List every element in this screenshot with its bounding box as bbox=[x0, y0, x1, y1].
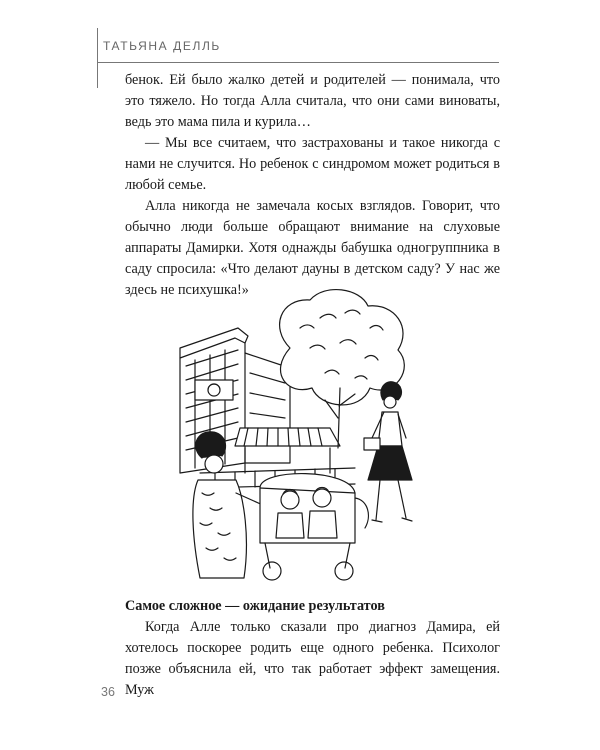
body-text-bottom bbox=[125, 596, 500, 701]
stroller-sketch bbox=[260, 474, 368, 580]
paragraph-1: бенок. Ей было жалко детей и родителей — понимала, что это тяжело. Но тогда Алла считала, что они сами виноваты, ведь это мама пила и курила… bbox=[125, 72, 500, 130]
page-number: 36 bbox=[101, 685, 115, 699]
header-rule-horizontal bbox=[97, 62, 499, 63]
paragraph-3: Алла никогда не замечала косых взглядов. Говорит, что обычно люди больше обращают внимание на слуховые аппараты Дамирки. Хотя однажды бабушка одногруппника в саду спросила: «Что делают дауны в детском саду? У нас же здесь не психушка!» bbox=[125, 198, 500, 298]
walking-woman-sketch bbox=[364, 382, 412, 522]
section-heading: Самое сложное — ожидание результатов bbox=[125, 598, 385, 614]
paragraph-2: — Мы все считаем, что застрахованы и такое никогда с нами не случится. Но ребенок с синдромом может родиться в любой семье. bbox=[125, 135, 500, 193]
section-paragraph-1: Когда Алле только сказали про диагноз Дамира, ей хотелось поскорее родить еще одного ребенка. Психолог позже объяснила ей, что так работает эффект замещения. Муж bbox=[125, 619, 500, 698]
running-head: ТАТЬЯНА ДЕЛЛЬ bbox=[103, 39, 221, 53]
body-text-top bbox=[125, 70, 500, 301]
sketch-illustration-icon bbox=[140, 288, 480, 588]
awning-sketch bbox=[235, 428, 340, 473]
header-rule-vertical bbox=[97, 28, 98, 88]
